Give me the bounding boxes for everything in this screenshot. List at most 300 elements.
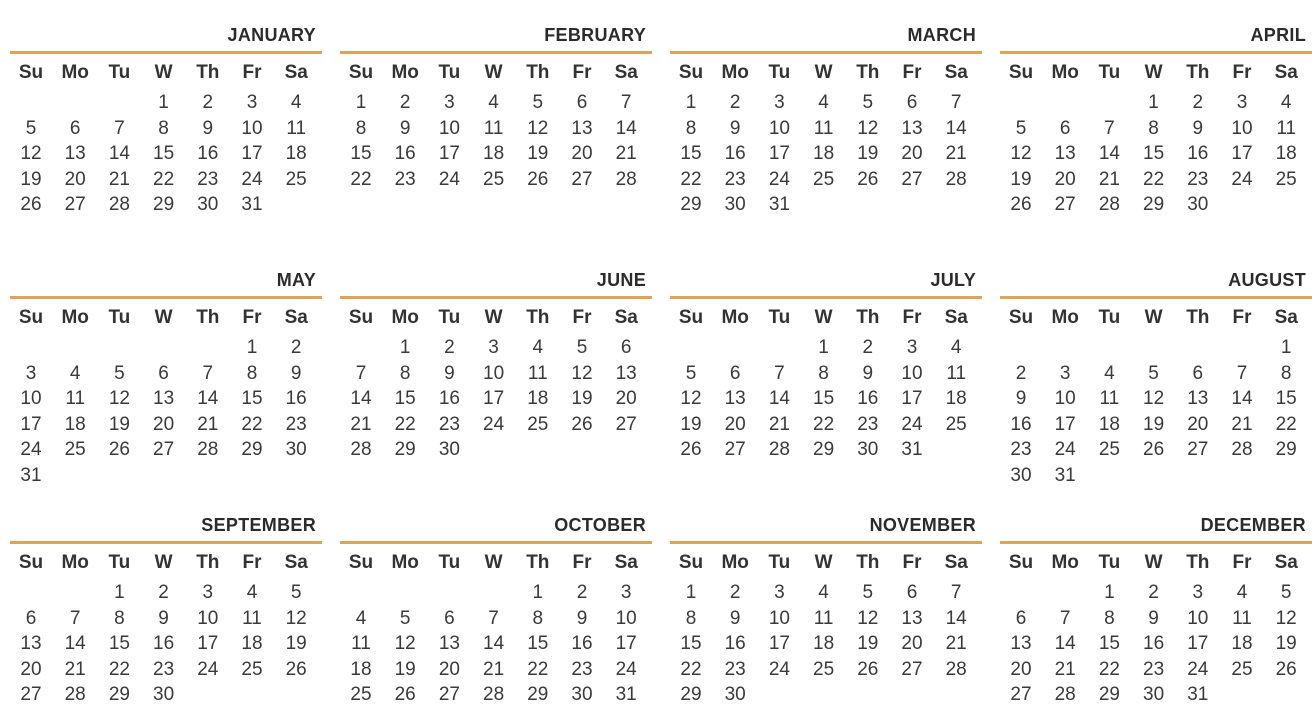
weekday-header: Su bbox=[18, 62, 44, 83]
day-cell: 16 bbox=[394, 143, 416, 164]
day-cell: 23 bbox=[571, 658, 593, 680]
day-cell: 31 bbox=[615, 684, 637, 705]
day-cell: 16 bbox=[1143, 633, 1165, 654]
day-cell: 4 bbox=[532, 337, 544, 358]
day-cell: 23 bbox=[1187, 168, 1209, 190]
day-cell: 21 bbox=[1054, 658, 1076, 680]
day-cell: 1 bbox=[1280, 337, 1292, 358]
day-cell: 27 bbox=[438, 684, 460, 705]
day-cell: 15 bbox=[527, 633, 549, 654]
day-cell: 8 bbox=[114, 607, 125, 629]
weekday-header: W bbox=[1144, 552, 1163, 573]
weekday-header: Tu bbox=[438, 62, 461, 83]
day-cell: 29 bbox=[1098, 684, 1120, 705]
day-cell: 5 bbox=[862, 92, 874, 113]
day-cell: 24 bbox=[1231, 168, 1253, 190]
day-cell: 22 bbox=[108, 658, 130, 680]
day-cell: 18 bbox=[1275, 143, 1297, 164]
day-cell: 21 bbox=[483, 658, 505, 680]
day-cell: 18 bbox=[813, 633, 835, 654]
month-july bbox=[670, 245, 982, 475]
day-cell: 24 bbox=[901, 413, 923, 435]
month-title: APRIL bbox=[1250, 25, 1306, 45]
day-cell: 7 bbox=[488, 607, 499, 629]
weekday-header: Fr bbox=[242, 552, 262, 573]
weekday-header: W bbox=[154, 307, 173, 328]
day-cell: 23 bbox=[1143, 658, 1165, 680]
day-cell: 10 bbox=[1231, 117, 1253, 139]
day-cell: 14 bbox=[945, 607, 967, 629]
month-june bbox=[340, 245, 652, 475]
day-cell: 14 bbox=[483, 633, 505, 654]
day-cell: 12 bbox=[1275, 607, 1297, 629]
day-cell: 4 bbox=[355, 607, 367, 629]
day-cell: 6 bbox=[1015, 607, 1027, 629]
weekday-header: Mo bbox=[61, 552, 89, 573]
day-cell: 6 bbox=[620, 337, 632, 358]
day-cell: 23 bbox=[197, 168, 219, 190]
day-cell: 8 bbox=[399, 362, 411, 384]
day-cell: 25 bbox=[285, 168, 307, 190]
day-cell: 8 bbox=[818, 362, 829, 384]
day-cell: 20 bbox=[1187, 413, 1209, 435]
day-cell: 22 bbox=[153, 168, 175, 190]
day-cell: 4 bbox=[488, 92, 499, 113]
day-cell: 1 bbox=[158, 92, 169, 113]
day-cell: 2 bbox=[290, 337, 302, 358]
day-cell: 5 bbox=[685, 362, 697, 384]
day-cell: 4 bbox=[818, 92, 829, 113]
day-cell: 8 bbox=[1280, 362, 1292, 384]
day-cell: 19 bbox=[285, 633, 307, 654]
day-cell: 18 bbox=[285, 143, 307, 164]
day-cell: 28 bbox=[615, 168, 637, 190]
day-cell: 12 bbox=[857, 117, 879, 139]
weekday-header: W bbox=[484, 307, 503, 328]
weekday-header: Th bbox=[196, 307, 220, 328]
day-cell: 15 bbox=[241, 388, 263, 409]
day-cell: 14 bbox=[108, 143, 130, 164]
day-cell: 30 bbox=[1010, 464, 1032, 486]
weekday-header: Fr bbox=[1232, 307, 1252, 328]
day-cell: 25 bbox=[1275, 168, 1297, 190]
weekday-header: Tu bbox=[768, 552, 791, 573]
day-cell: 25 bbox=[1098, 439, 1120, 460]
day-cell: 18 bbox=[241, 633, 263, 654]
day-cell: 5 bbox=[25, 117, 37, 139]
day-cell: 28 bbox=[945, 658, 967, 680]
day-cell: 19 bbox=[1143, 413, 1165, 435]
month-title: MARCH bbox=[907, 25, 976, 45]
weekday-header: Th bbox=[526, 552, 550, 573]
weekday-header: Su bbox=[18, 552, 44, 573]
day-cell: 17 bbox=[483, 388, 505, 409]
day-cell: 21 bbox=[768, 413, 790, 435]
month-divider bbox=[10, 541, 322, 544]
day-cell: 19 bbox=[394, 658, 416, 680]
day-cell: 24 bbox=[483, 413, 505, 435]
day-cell: 17 bbox=[20, 413, 42, 435]
day-cell: 6 bbox=[906, 582, 918, 603]
day-cell: 13 bbox=[153, 388, 175, 409]
day-cell: 4 bbox=[818, 582, 829, 603]
day-cell: 26 bbox=[527, 168, 549, 190]
day-cell: 29 bbox=[241, 439, 263, 460]
day-cell: 25 bbox=[1231, 658, 1253, 680]
day-cell: 11 bbox=[527, 362, 548, 384]
day-cell: 10 bbox=[483, 362, 505, 384]
weekday-header: Fr bbox=[572, 552, 592, 573]
day-cell: 4 bbox=[290, 92, 302, 113]
day-cell: 4 bbox=[950, 337, 962, 358]
weekday-header: Su bbox=[1008, 62, 1034, 83]
weekday-header: Th bbox=[1186, 552, 1210, 573]
day-cell: 29 bbox=[108, 684, 130, 705]
day-cell: 30 bbox=[724, 194, 746, 215]
day-cell: 24 bbox=[615, 658, 637, 680]
day-cell: 30 bbox=[153, 684, 175, 705]
day-cell: 4 bbox=[1236, 582, 1248, 603]
weekday-header: Su bbox=[1008, 307, 1034, 328]
day-cell: 31 bbox=[1187, 684, 1209, 705]
weekday-header: Fr bbox=[1232, 62, 1252, 83]
weekday-header: Fr bbox=[572, 62, 592, 83]
day-cell: 11 bbox=[65, 388, 86, 409]
day-cell: 12 bbox=[1143, 388, 1165, 409]
day-cell: 10 bbox=[197, 607, 219, 629]
day-cell: 25 bbox=[945, 413, 967, 435]
day-cell: 20 bbox=[153, 413, 175, 435]
day-cell: 7 bbox=[1236, 362, 1248, 384]
day-cell: 30 bbox=[857, 439, 879, 460]
weekday-header: Th bbox=[1186, 62, 1210, 83]
day-cell: 13 bbox=[64, 143, 86, 164]
day-cell: 28 bbox=[197, 439, 219, 460]
day-cell: 21 bbox=[64, 658, 86, 680]
day-cell: 5 bbox=[1015, 117, 1027, 139]
day-cell: 2 bbox=[444, 337, 455, 358]
day-cell: 29 bbox=[1275, 439, 1297, 460]
day-cell: 24 bbox=[1187, 658, 1209, 680]
day-cell: 26 bbox=[1143, 439, 1165, 460]
day-cell: 27 bbox=[20, 684, 42, 705]
day-cell: 30 bbox=[197, 194, 219, 215]
month-december bbox=[1000, 490, 1312, 720]
day-cell: 26 bbox=[857, 658, 879, 680]
day-cell: 5 bbox=[114, 362, 125, 384]
day-cell: 25 bbox=[813, 168, 835, 190]
day-cell: 29 bbox=[394, 439, 416, 460]
weekday-header: Th bbox=[526, 62, 550, 83]
day-cell: 1 bbox=[1148, 92, 1159, 113]
day-cell: 23 bbox=[394, 168, 416, 190]
day-cell: 14 bbox=[64, 633, 86, 654]
month-november bbox=[670, 490, 982, 720]
day-cell: 25 bbox=[483, 168, 505, 190]
day-cell: 2 bbox=[729, 92, 741, 113]
day-cell: 21 bbox=[108, 168, 130, 190]
day-cell: 27 bbox=[615, 413, 637, 435]
weekday-header: Su bbox=[348, 307, 374, 328]
day-cell: 18 bbox=[945, 388, 967, 409]
day-cell: 30 bbox=[285, 439, 307, 460]
day-cell: 23 bbox=[724, 168, 746, 190]
day-cell: 25 bbox=[527, 413, 549, 435]
weekday-header: Mo bbox=[1051, 552, 1079, 573]
day-cell: 7 bbox=[69, 607, 81, 629]
day-cell: 14 bbox=[1054, 633, 1076, 654]
day-cell: 1 bbox=[685, 582, 697, 603]
day-cell: 9 bbox=[862, 362, 874, 384]
day-cell: 28 bbox=[1098, 194, 1120, 215]
day-cell: 15 bbox=[813, 388, 835, 409]
day-cell: 29 bbox=[680, 194, 702, 215]
month-divider bbox=[10, 296, 322, 299]
day-cell: 14 bbox=[350, 388, 372, 409]
day-cell: 31 bbox=[901, 439, 923, 460]
weekday-header: Mo bbox=[61, 62, 89, 83]
weekday-header: Tu bbox=[768, 62, 791, 83]
day-cell: 15 bbox=[1275, 388, 1297, 409]
day-cell: 26 bbox=[680, 439, 702, 460]
day-cell: 20 bbox=[901, 633, 923, 654]
weekday-header: Fr bbox=[902, 552, 922, 573]
day-cell: 3 bbox=[906, 337, 918, 358]
day-cell: 30 bbox=[1143, 684, 1165, 705]
day-cell: 25 bbox=[350, 684, 372, 705]
day-cell: 18 bbox=[813, 143, 835, 164]
day-cell: 24 bbox=[1054, 439, 1076, 460]
day-cell: 19 bbox=[571, 388, 593, 409]
day-cell: 10 bbox=[20, 388, 42, 409]
weekday-header: Sa bbox=[284, 62, 308, 83]
day-cell: 30 bbox=[724, 684, 746, 705]
month-divider bbox=[1000, 51, 1312, 54]
day-cell: 15 bbox=[1098, 633, 1120, 654]
weekday-header: Sa bbox=[614, 552, 638, 573]
day-cell: 10 bbox=[768, 607, 790, 629]
month-divider bbox=[1000, 541, 1312, 544]
day-cell: 13 bbox=[438, 633, 460, 654]
day-cell: 25 bbox=[241, 658, 263, 680]
month-february bbox=[340, 0, 652, 230]
month-may bbox=[10, 245, 322, 486]
day-cell: 10 bbox=[615, 607, 637, 629]
day-cell: 2 bbox=[729, 582, 741, 603]
day-cell: 18 bbox=[1098, 413, 1120, 435]
day-cell: 31 bbox=[20, 464, 42, 486]
day-cell: 13 bbox=[1054, 143, 1076, 164]
month-title: OCTOBER bbox=[554, 515, 646, 535]
day-cell: 11 bbox=[1276, 117, 1297, 139]
day-cell: 5 bbox=[399, 607, 411, 629]
day-cell: 20 bbox=[571, 143, 593, 164]
weekday-header: Tu bbox=[1098, 552, 1121, 573]
day-cell: 21 bbox=[615, 143, 637, 164]
month-title: JANUARY bbox=[227, 25, 316, 45]
day-cell: 17 bbox=[197, 633, 219, 654]
day-cell: 15 bbox=[394, 388, 416, 409]
weekday-header: Mo bbox=[721, 307, 749, 328]
day-cell: 21 bbox=[945, 633, 967, 654]
day-cell: 24 bbox=[241, 168, 263, 190]
day-cell: 7 bbox=[114, 117, 125, 139]
weekday-header: Sa bbox=[944, 307, 968, 328]
weekday-header: Su bbox=[678, 307, 704, 328]
day-cell: 9 bbox=[290, 362, 302, 384]
day-cell: 9 bbox=[158, 607, 169, 629]
weekday-header: Th bbox=[856, 62, 880, 83]
day-cell: 3 bbox=[444, 92, 455, 113]
month-title: FEBRUARY bbox=[544, 25, 646, 45]
month-divider bbox=[10, 51, 322, 54]
day-cell: 28 bbox=[350, 439, 372, 460]
day-cell: 6 bbox=[1059, 117, 1071, 139]
day-cell: 22 bbox=[1275, 413, 1297, 435]
day-cell: 20 bbox=[724, 413, 746, 435]
day-cell: 18 bbox=[483, 143, 505, 164]
weekday-header: Sa bbox=[944, 552, 968, 573]
weekday-header: Tu bbox=[1098, 62, 1121, 83]
day-cell: 6 bbox=[906, 92, 918, 113]
day-cell: 17 bbox=[901, 388, 923, 409]
day-cell: 26 bbox=[1010, 194, 1032, 215]
weekday-header: W bbox=[154, 552, 173, 573]
day-cell: 23 bbox=[285, 413, 307, 435]
day-cell: 5 bbox=[1148, 362, 1159, 384]
day-cell: 28 bbox=[64, 684, 86, 705]
month-divider bbox=[340, 541, 652, 544]
day-cell: 21 bbox=[197, 413, 219, 435]
day-cell: 1 bbox=[246, 337, 258, 358]
month-march bbox=[670, 0, 982, 230]
day-cell: 11 bbox=[813, 117, 834, 139]
day-cell: 2 bbox=[399, 92, 411, 113]
weekday-header: Mo bbox=[391, 307, 419, 328]
day-cell: 28 bbox=[945, 168, 967, 190]
day-cell: 16 bbox=[1010, 413, 1032, 435]
weekday-header: W bbox=[814, 307, 833, 328]
day-cell: 16 bbox=[153, 633, 175, 654]
day-cell: 18 bbox=[64, 413, 86, 435]
month-august bbox=[1000, 245, 1312, 486]
day-cell: 26 bbox=[285, 658, 307, 680]
day-cell: 19 bbox=[857, 633, 879, 654]
month-divider bbox=[670, 541, 982, 544]
month-title: SEPTEMBER bbox=[201, 515, 316, 535]
day-cell: 7 bbox=[1104, 117, 1115, 139]
day-cell: 4 bbox=[69, 362, 81, 384]
day-cell: 14 bbox=[197, 388, 219, 409]
day-cell: 29 bbox=[1143, 194, 1165, 215]
day-cell: 12 bbox=[680, 388, 702, 409]
day-cell: 2 bbox=[202, 92, 214, 113]
weekday-header: Sa bbox=[1274, 307, 1298, 328]
day-cell: 20 bbox=[615, 388, 637, 409]
day-cell: 21 bbox=[945, 143, 967, 164]
day-cell: 16 bbox=[285, 388, 307, 409]
day-cell: 7 bbox=[620, 92, 632, 113]
weekday-header: Sa bbox=[1274, 552, 1298, 573]
day-cell: 20 bbox=[438, 658, 460, 680]
weekday-header: Mo bbox=[721, 62, 749, 83]
day-cell: 22 bbox=[1098, 658, 1120, 680]
weekday-header: Mo bbox=[391, 552, 419, 573]
day-cell: 29 bbox=[813, 439, 835, 460]
day-cell: 13 bbox=[724, 388, 746, 409]
weekday-header: Tu bbox=[108, 62, 131, 83]
day-cell: 15 bbox=[108, 633, 130, 654]
day-cell: 27 bbox=[901, 168, 923, 190]
day-cell: 28 bbox=[1054, 684, 1076, 705]
day-cell: 24 bbox=[20, 439, 42, 460]
day-cell: 1 bbox=[399, 337, 411, 358]
day-cell: 19 bbox=[20, 168, 42, 190]
day-cell: 17 bbox=[1231, 143, 1253, 164]
day-cell: 27 bbox=[1054, 194, 1076, 215]
day-cell: 27 bbox=[153, 439, 175, 460]
month-title: JULY bbox=[930, 270, 976, 290]
weekday-header: Su bbox=[678, 552, 704, 573]
day-cell: 9 bbox=[1015, 388, 1027, 409]
day-cell: 11 bbox=[1099, 388, 1120, 409]
weekday-header: W bbox=[154, 62, 173, 83]
day-cell: 25 bbox=[813, 658, 835, 680]
day-cell: 26 bbox=[108, 439, 130, 460]
day-cell: 22 bbox=[350, 168, 372, 190]
weekday-header: Mo bbox=[721, 552, 749, 573]
day-cell: 30 bbox=[438, 439, 460, 460]
day-cell: 10 bbox=[768, 117, 790, 139]
day-cell: 6 bbox=[1192, 362, 1204, 384]
day-cell: 19 bbox=[527, 143, 549, 164]
weekday-header: Th bbox=[526, 307, 550, 328]
day-cell: 22 bbox=[680, 168, 702, 190]
day-cell: 2 bbox=[1015, 362, 1027, 384]
day-cell: 7 bbox=[950, 582, 962, 603]
day-cell: 9 bbox=[444, 362, 455, 384]
weekday-header: Sa bbox=[1274, 62, 1298, 83]
day-cell: 10 bbox=[1054, 388, 1076, 409]
day-cell: 9 bbox=[202, 117, 214, 139]
weekday-header: Mo bbox=[1051, 62, 1079, 83]
day-cell: 1 bbox=[1104, 582, 1115, 603]
day-cell: 18 bbox=[1231, 633, 1253, 654]
day-cell: 22 bbox=[1143, 168, 1165, 190]
weekday-header: Su bbox=[348, 552, 374, 573]
day-cell: 7 bbox=[950, 92, 962, 113]
weekday-header: Fr bbox=[242, 307, 262, 328]
day-cell: 1 bbox=[818, 337, 829, 358]
weekday-header: Fr bbox=[902, 307, 922, 328]
day-cell: 3 bbox=[620, 582, 632, 603]
weekday-header: Sa bbox=[614, 307, 638, 328]
day-cell: 23 bbox=[857, 413, 879, 435]
day-cell: 24 bbox=[197, 658, 219, 680]
month-title: JUNE bbox=[596, 270, 646, 290]
month-title: AUGUST bbox=[1228, 270, 1306, 290]
day-cell: 20 bbox=[20, 658, 42, 680]
day-cell: 13 bbox=[1187, 388, 1209, 409]
weekday-header: Sa bbox=[284, 307, 308, 328]
day-cell: 11 bbox=[483, 117, 504, 139]
day-cell: 13 bbox=[615, 362, 637, 384]
day-cell: 24 bbox=[438, 168, 460, 190]
day-cell: 12 bbox=[285, 607, 307, 629]
weekday-header: Su bbox=[18, 307, 44, 328]
day-cell: 16 bbox=[724, 143, 746, 164]
day-cell: 16 bbox=[197, 143, 219, 164]
